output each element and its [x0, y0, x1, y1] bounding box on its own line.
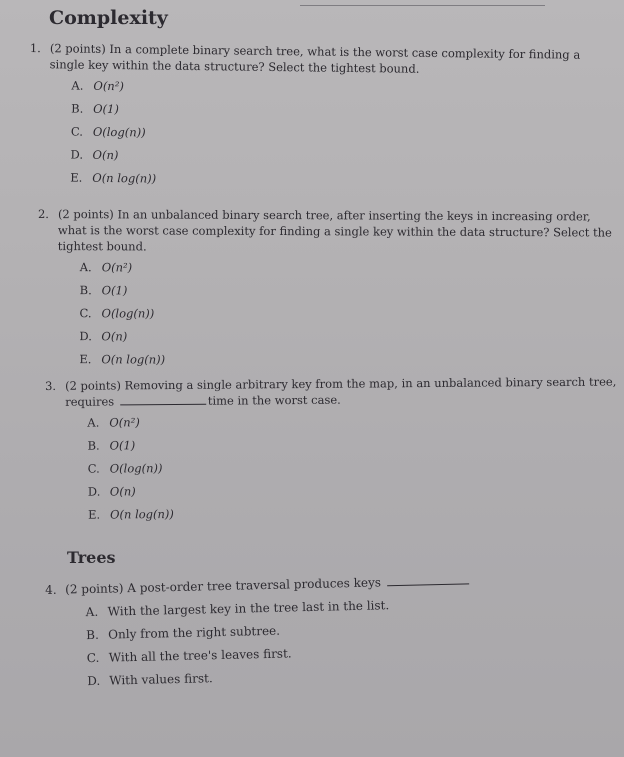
option-b[interactable]: B. O(1): [87, 438, 136, 453]
header-rule: [300, 0, 545, 6]
question-3-points: (2 points): [65, 378, 121, 393]
question-1-options: [70, 75, 580, 196]
option-d[interactable]: D. With values first.: [87, 671, 213, 689]
question-3-number: 3.: [45, 378, 57, 393]
option-c[interactable]: C. With all the tree's leaves first.: [86, 646, 292, 666]
answer-blank[interactable]: [387, 573, 469, 586]
question-4-options: [85, 592, 471, 693]
question-3: [45, 374, 617, 527]
option-e[interactable]: E. O(n log(n)): [70, 170, 157, 186]
option-a[interactable]: A. O(n²): [71, 78, 124, 94]
question-2-options: [79, 256, 611, 373]
option-b[interactable]: B. O(1): [79, 283, 128, 298]
option-a[interactable]: A. O(n²): [79, 260, 133, 275]
question-1-line-2: single key within the data structure? Select the tightest bound.: [49, 57, 420, 76]
option-d[interactable]: D. O(n): [79, 329, 128, 344]
option-d[interactable]: D. O(n): [70, 147, 119, 163]
option-e[interactable]: E. O(n log(n)): [88, 506, 174, 522]
question-2: [37, 206, 612, 374]
question-2-points: (2 points): [57, 207, 114, 222]
question-3-options: [87, 408, 617, 527]
section-title-complexity: Complexity: [49, 7, 168, 29]
question-3-line-2: requires time in the worst case.: [65, 392, 341, 409]
answer-blank[interactable]: [120, 394, 206, 406]
option-b[interactable]: B. Only from the right subtree.: [86, 623, 281, 643]
question-4-points: (2 points): [65, 581, 124, 597]
option-c[interactable]: C. O(log(n)): [70, 124, 146, 140]
question-1-number: 1.: [29, 40, 41, 56]
option-a[interactable]: A. With the largest key in the tree last in the list.: [85, 598, 390, 620]
question-1-points: (2 points): [49, 41, 106, 56]
question-4: [45, 572, 471, 694]
question-4-line-1: 4. (2 points) A post-order tree traversal produces keys: [45, 572, 469, 598]
question-2-number: 2.: [37, 206, 49, 222]
option-d[interactable]: D. O(n): [87, 484, 136, 499]
section-title-trees: Trees: [67, 548, 116, 567]
option-a[interactable]: A. O(n²): [87, 415, 140, 430]
question-1: [28, 40, 580, 196]
question-3-line-1: 3. (2 points) Removing a single arbitrary key from the map, in an unbalanced binary search tree,: [45, 374, 617, 393]
question-2-line-1: 2. (2 points) In an unbalanced binary search tree, after inserting the keys in increasing order,: [37, 206, 591, 224]
question-2-line-2: what is the worst case complexity for finding a single key within the data structure? Select the: [57, 223, 612, 240]
option-c[interactable]: C. O(log(n)): [79, 306, 155, 321]
question-2-line-3: tightest bound.: [57, 239, 147, 254]
question-4-number: 4.: [45, 582, 57, 597]
option-c[interactable]: C. O(log(n)): [87, 461, 163, 476]
option-e[interactable]: E. O(n log(n)): [79, 352, 166, 367]
option-b[interactable]: B. O(1): [71, 101, 119, 117]
question-1-line-1: 1. (2 points) In a complete binary search tree, what is the worst case complexity for finding a: [29, 40, 581, 62]
